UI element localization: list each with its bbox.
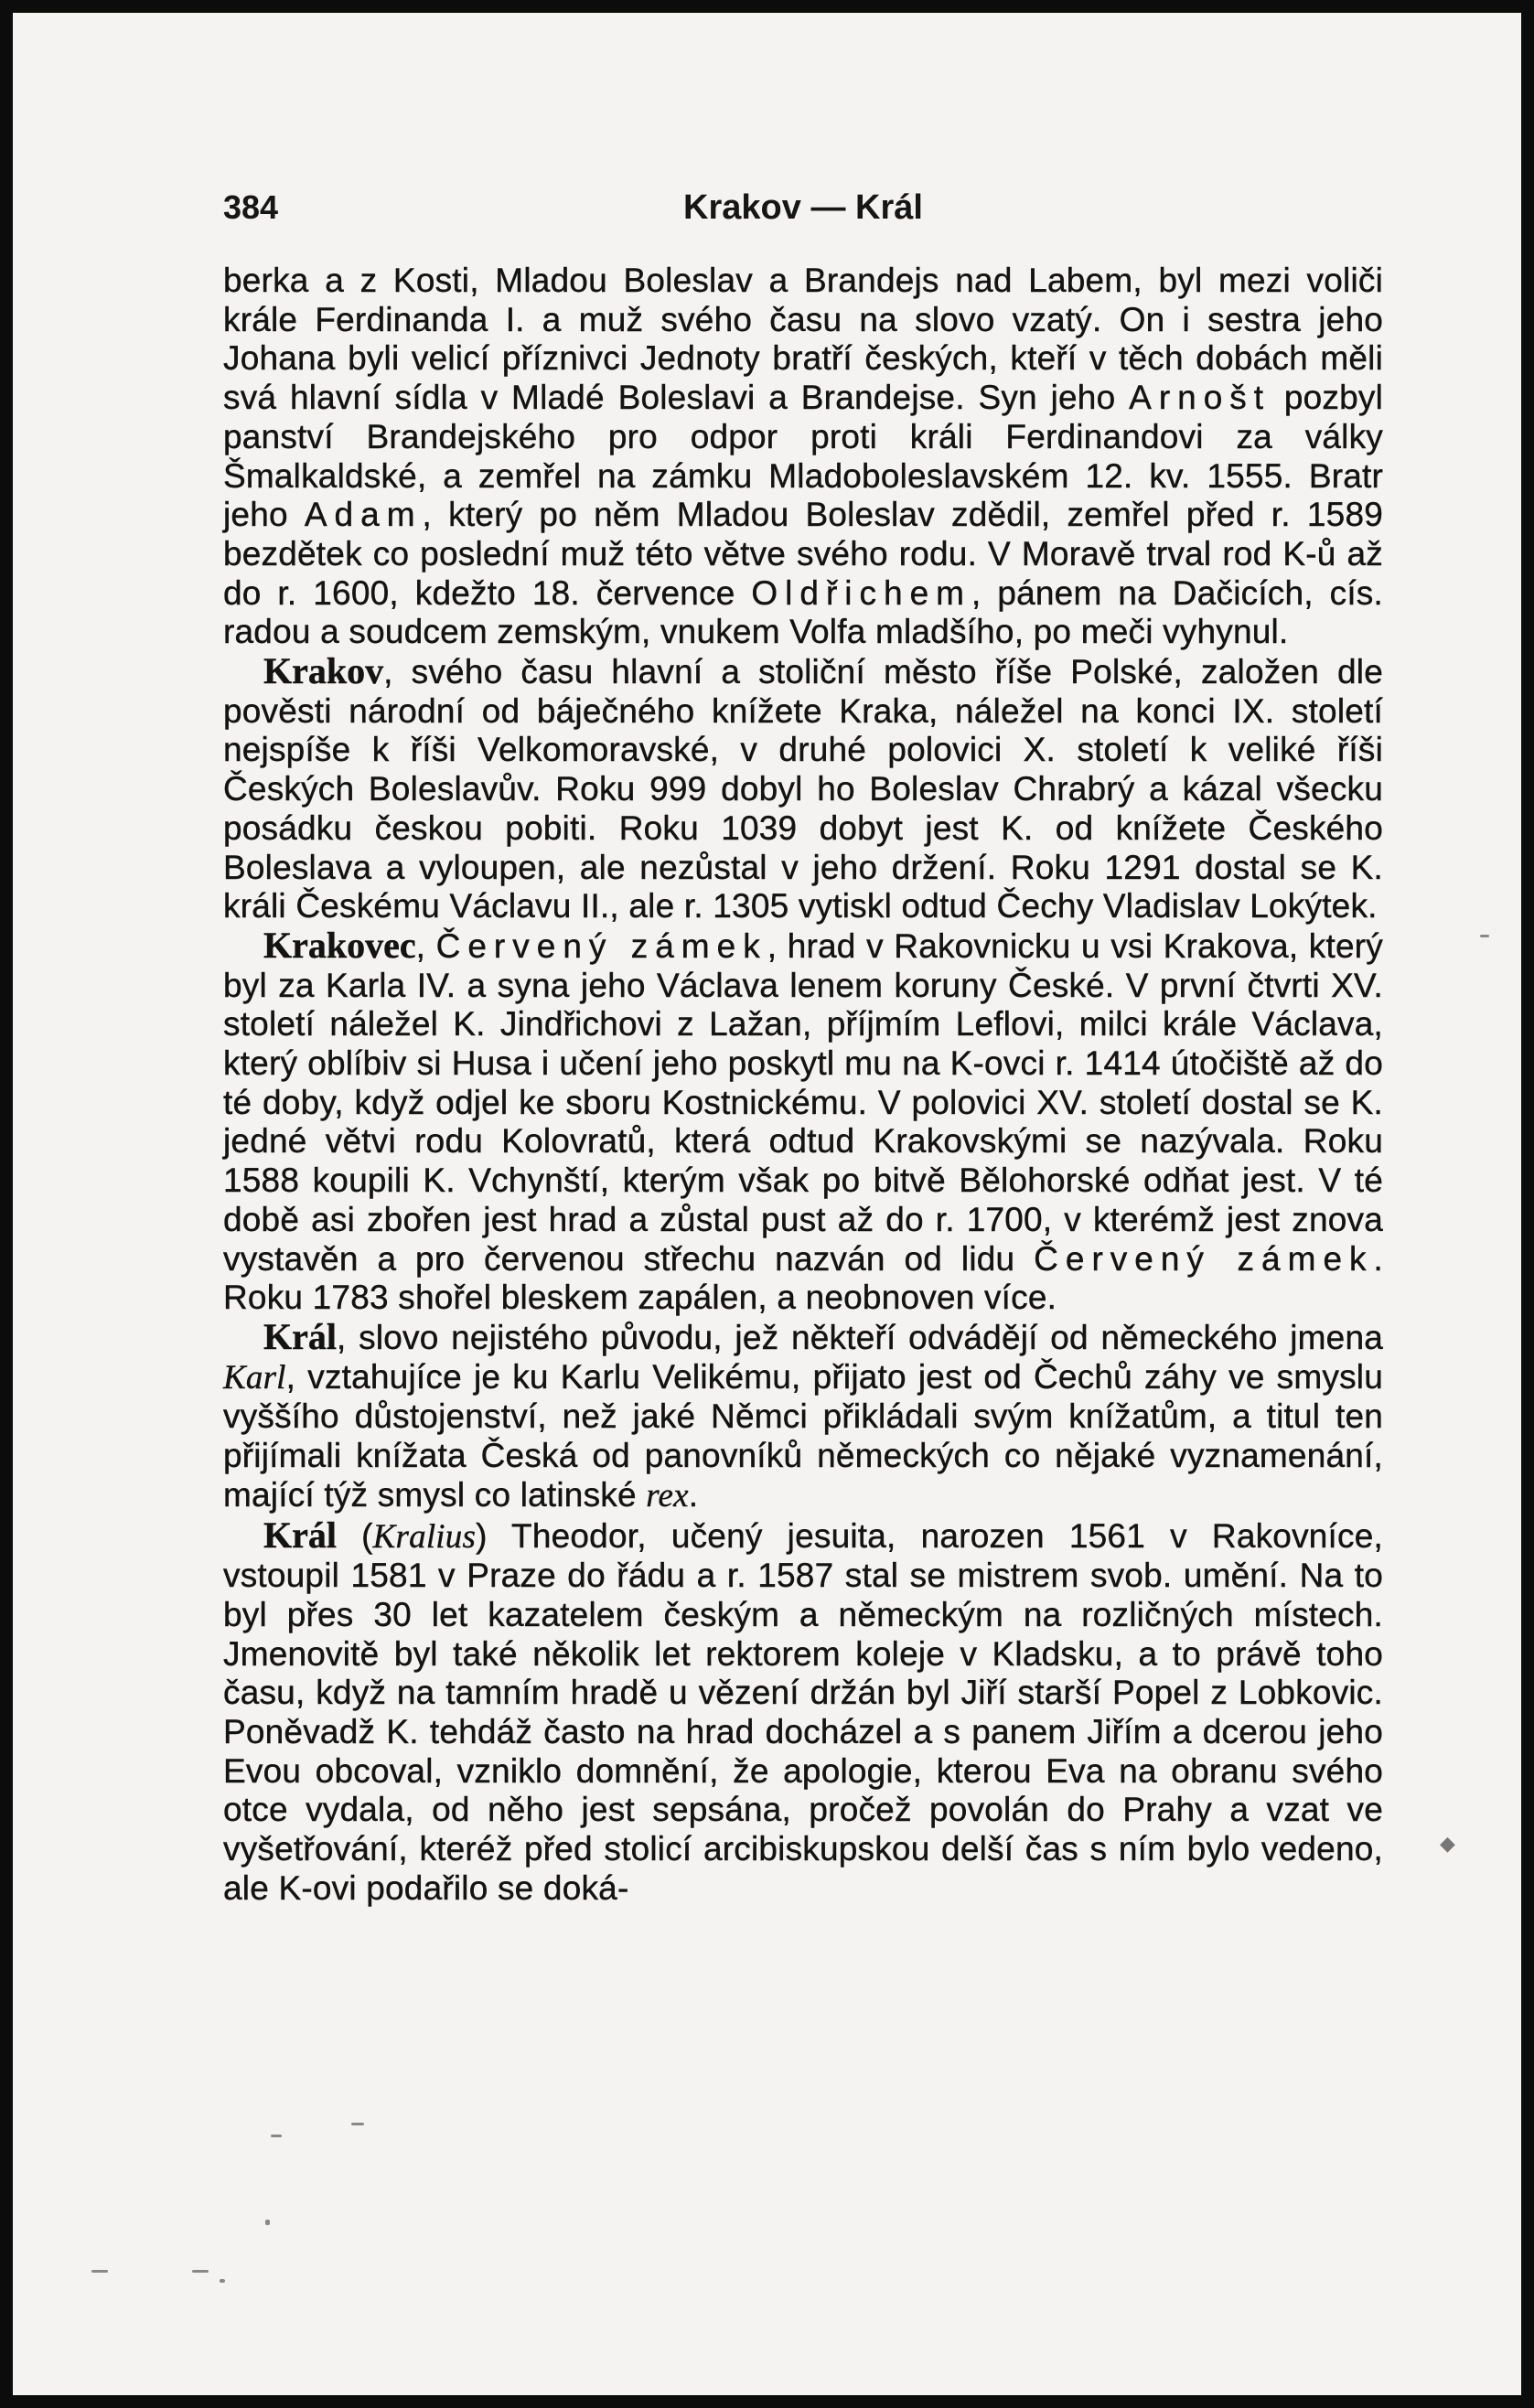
separator: ,: [415, 926, 436, 965]
paragraph-text: , slovo nejistého původu, jež někteří odvádějí od německého jmena: [336, 1318, 1383, 1356]
paragraph-text: pozbyl panství Brandejského pro odpor proti králi Ferdinandovi za války Šmalkaldské, a zemřel na zámku Mladoboleslavském 12. kv. 1555. Bratr jeho: [223, 379, 1384, 534]
scan-speck: [271, 2135, 282, 2137]
entry-headword: Král: [263, 1315, 337, 1357]
paragraph-text: , svého času hlavní a stoliční město říše Polské, založen dle pověsti národní od báječného knížete Kraka, náležel na konci IX. století nejspíše k říši Velkomoravské, v druhé polovici X. století k veliké říši Českých Boleslavův. Roku 999 dobyl ho Boleslav Chrabrý a kázal všecku posádku českou pobiti. Roku 1039 dobyt jest K. od knížete Českého Boleslava a vyloupen, ale nezůstal v jeho držení. Roku 1291 dostal se K. králi Českému Václavu II., ale r. 1305 vytiskl odtud Čechy Vladislav Lokýtek.: [223, 653, 1383, 926]
entry-krakovec: [223, 926, 1383, 1318]
paragraph-text: , hrad v Rakovnicku u vsi Krakova, který byl za Karla IV. a syna jeho Václava lenem koruny České. V první čtvrti XV. století náležel K. Jindřichovi z Lažan, příjmím Leflovi, milci krále Václava, který oblíbiv si Husa i učení jeho poskytl mu na K-ovci r. 1414 útočiště až do té doby, když odjel ke sboru Kostnickému. V polovici XV. století dostal se K. jedné větvi rodu Kolovratů, která odtud Krakovskými se nazývala. Roku 1588 koupili K. Vchynští, kterým však po bitvě Bělohorské odňat jest. V té době asi zbořen jest hrad a zůstal pust až do r. 1700, v kterémž jest znova vystavěn a pro červenou střechu nazván od lidu: [223, 926, 1383, 1278]
paragraph-continuation: [223, 262, 1383, 652]
article-text: [223, 262, 1383, 1909]
entry-krakov: [223, 652, 1383, 926]
scan-speck: [91, 2270, 108, 2273]
paragraph-text: berka a z Kosti, Mladou Boleslav a Brandejs nad Labem, byl mezi voliči krále Ferdinanda I. a muž svého času na slovo vzatý. On i sestra jeho Johana byli velicí příznivci Jednoty bratří českých, kteří v těch dobách měli svá hlavní sídla v Mladé Boleslavi a Brandejse. Syn jeho: [223, 262, 1383, 417]
running-title: Krakov — Král: [683, 188, 923, 227]
entry-headword: Král: [263, 1514, 337, 1556]
margin-mark: ◆: [1440, 1833, 1455, 1856]
spaced-name: Červený zámek: [1034, 1239, 1374, 1278]
spaced-name: Oldřichem: [751, 573, 971, 612]
paragraph-text: . Roku 1783 shořel bleskem zapálen, a neobnoven více.: [223, 1239, 1384, 1317]
spaced-name: Červený zámek: [435, 926, 767, 965]
entry-kral-theodor: [223, 1516, 1383, 1909]
scan-speck: [1480, 935, 1489, 937]
paragraph-text: .: [688, 1475, 699, 1514]
scan-speck: [192, 2270, 209, 2273]
paragraph-text: ) Theodor, učený jesuita, narozen 1561 v Rakovníce, vstoupil 1581 v Praze do řádu a r. 1587 stal se mistrem svob. umění. Na to byl přes 30 let kazatelem českým a německým na rozličných místech. Jmenovitě byl také několik let rektorem koleje v Kladsku, a to právě toho času, když na tamním hradě u vězení držán byl Jiří starší Popel z Lobkovic. Poněvadž K. tehdáž často na hrad docházel a s panem Jiřím a dcerou jeho Evou obcoval, vzniklo domnění, že apologie, kterou Eva na obranu svého otce vydala, od něho jest sepsána, pročež povolán do Prahy a vzat ve vyšetřování, kteréž před stolicí arcibiskupskou delší čas s ním bylo vedeno, ale K-ovi podařilo se doká-: [223, 1516, 1383, 1907]
spaced-name: Arnošt: [1129, 379, 1271, 417]
book-page: [13, 13, 1521, 2395]
spaced-name: Adam: [304, 496, 423, 534]
running-header: [223, 181, 1383, 236]
entry-headword: Krakovec: [263, 924, 416, 966]
separator: (: [336, 1516, 373, 1555]
entry-kral: [223, 1315, 1383, 1516]
paragraph-text: , který po něm Mladou Boleslav zdědil, zemřel před r. 1589 bezdětek co poslední muž této větve svého rodu. V Moravě trval rod K-ů až do r. 1600, kdežto 18. července: [223, 496, 1383, 612]
page-number: 384: [223, 188, 279, 226]
scan-speck: [220, 2279, 225, 2283]
paragraph-text: , pánem na Dačicích, cís. radou a soudcem zemským, vnukem Volfa mladšího, po meči vyhynul.: [223, 573, 1383, 651]
scan-speck: [351, 2123, 364, 2125]
scan-speck: [265, 2220, 270, 2225]
italic-term: rex: [646, 1476, 689, 1514]
italic-term: Karl: [223, 1358, 286, 1397]
entry-headword: Krakov: [263, 650, 384, 692]
paragraph-text: , vztahujíce je ku Karlu Velikému, přijato jest od Čechů záhy ve smyslu vyššího důstojenství, než jaké Němci přikládali svým knížatům, a titul ten přijímali knížata Česká od panovníků německých co nějaké vyznamenání, mající týž smysl co latinské: [223, 1357, 1383, 1514]
italic-term: Kralius: [372, 1517, 477, 1556]
